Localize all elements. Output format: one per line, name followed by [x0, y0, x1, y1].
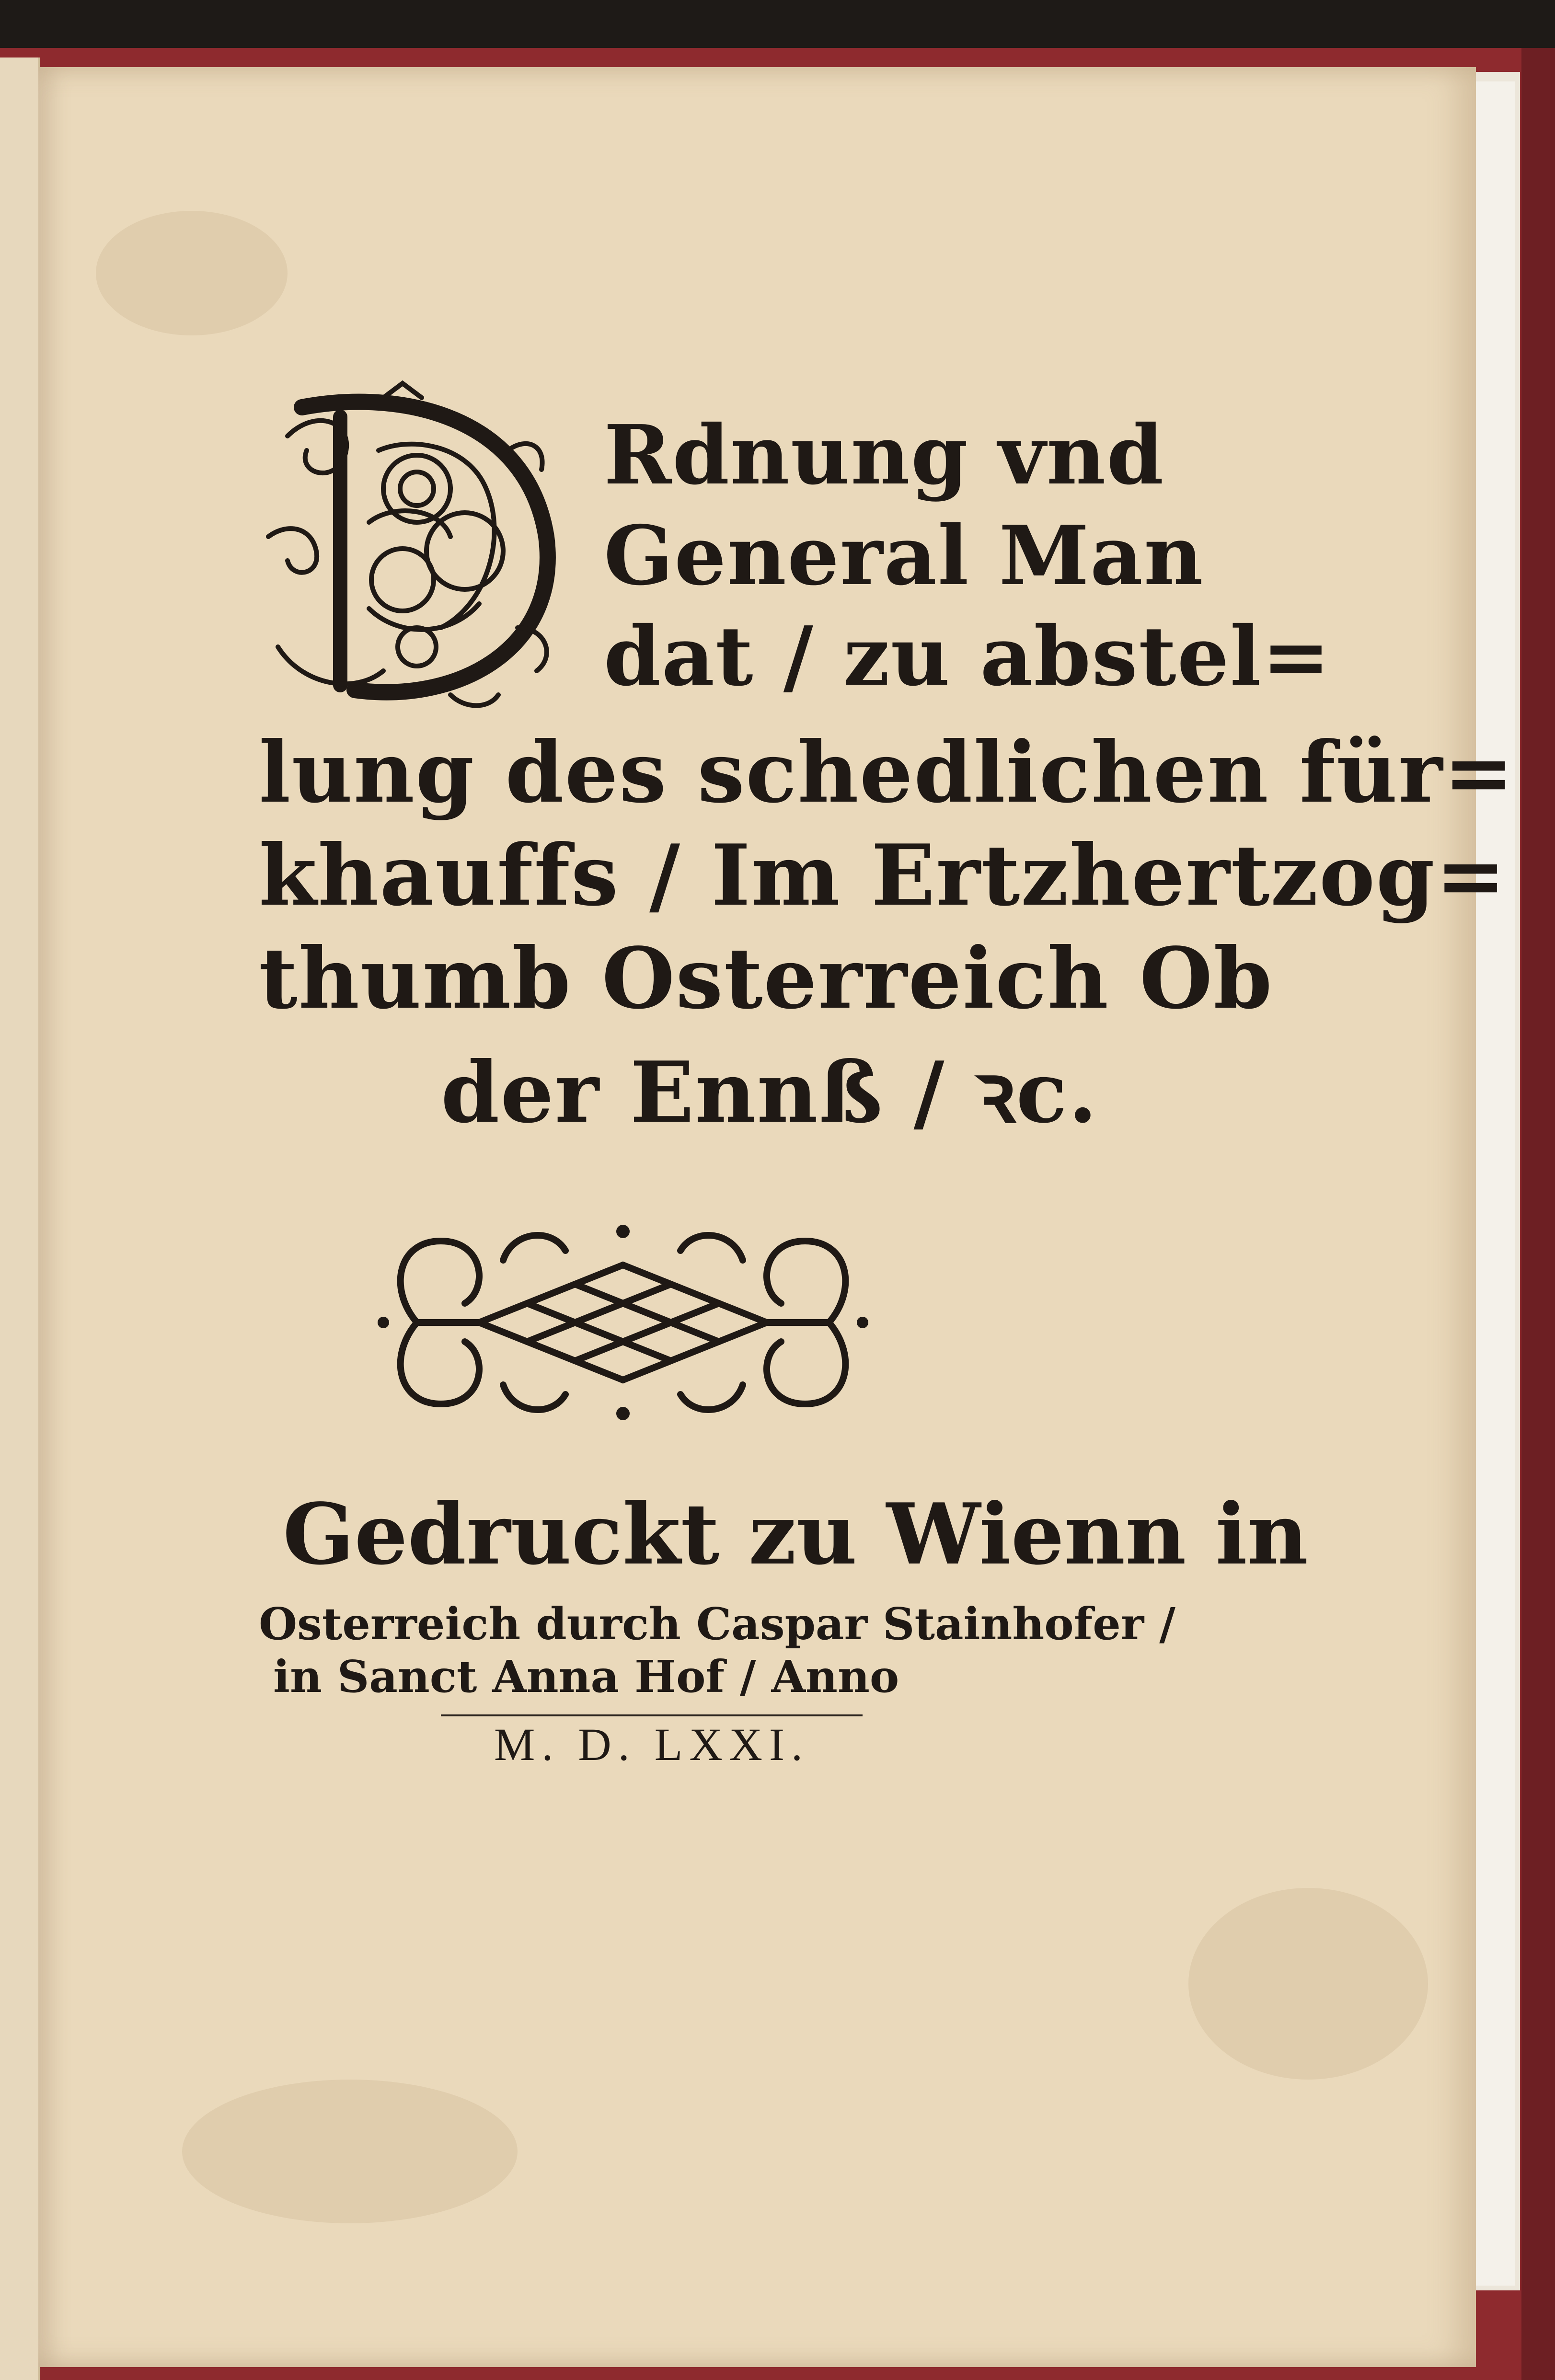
title-line-6: thumb Osterreich Ob — [259, 930, 1273, 1028]
title-block — [259, 379, 1515, 1155]
imprint-line-3: in Sanct Anna Hof / Anno — [273, 1651, 899, 1702]
title-line-2: General Man — [604, 508, 1204, 604]
previous-page-edge — [0, 57, 40, 2380]
imprint-line-2: Osterreich durch Caspar Stainhofer / — [259, 1598, 1175, 1650]
decorated-initial-d-icon — [259, 379, 575, 714]
title-line-4: lung des schedlichen für= — [259, 724, 1515, 822]
binding-edge — [1521, 48, 1555, 2380]
paper-stain — [96, 211, 288, 335]
imprint-line-1: Gedruckt zu Wienn in — [283, 1485, 1309, 1584]
title-line-1: Rdnung vnd — [604, 407, 1165, 503]
title-line-5: khauffs / Im Ertzhertzog= — [259, 827, 1507, 925]
paper-stain — [182, 2080, 518, 2223]
paper-stain — [1188, 1888, 1428, 2080]
imprint-year: M. D. LXXI. — [494, 1719, 809, 1770]
imprint-block — [259, 1485, 1309, 1782]
title-line-3: dat / zu abstel= — [604, 609, 1331, 704]
imprint-rule — [441, 1714, 863, 1716]
knotwork-ornament-icon — [369, 1212, 877, 1433]
title-line-7: der Ennß / ꝛc. — [441, 1044, 1098, 1142]
